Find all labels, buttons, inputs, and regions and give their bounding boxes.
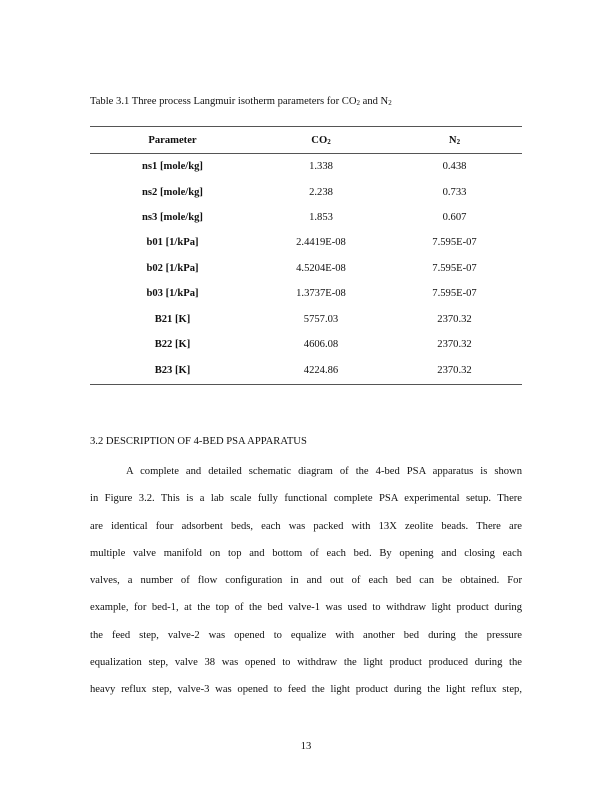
co2-cell: 4.5204E-08 [296, 262, 346, 274]
table-row [90, 357, 522, 385]
co2-cell: 5757.03 [303, 313, 339, 325]
page-number: 13 [300, 741, 312, 752]
co2-cell: 2.4419E-08 [296, 237, 346, 249]
co2-cell: 4606.08 [303, 338, 339, 350]
co2-cell: 1.853 [309, 211, 333, 223]
table-row [90, 306, 522, 331]
paragraph-line: equalization step, valve 38 was opened to withdraw the light product produced during the [90, 657, 522, 669]
param-cell: b02 [1/kPa] [146, 262, 199, 274]
param-cell: ns2 [mole/kg] [142, 186, 203, 198]
param-cell: B23 [K] [90, 357, 255, 385]
table-caption: Table 3.1 Three process Langmuir isotherm parameters for $CO_2$ and $N_2$ [90, 96, 392, 107]
table-header-row [90, 127, 522, 154]
body-paragraph [90, 458, 522, 704]
header-n2: $N_2$ [387, 127, 522, 154]
param-cell: B22 [K] [154, 338, 191, 350]
section-heading: 3.2 DESCRIPTION OF 4-BED PSA APPARATUS [90, 436, 307, 447]
table-row [90, 332, 522, 357]
co2-cell: 2.238 [309, 186, 333, 198]
n2-cell: 2370.32 [387, 357, 522, 385]
paragraph-line: in Figure 3.2. This is a lab scale fully functional complete PSA experimental setup. There [90, 493, 522, 505]
param-cell: ns3 [mole/kg] [142, 211, 203, 223]
table-row [90, 281, 522, 306]
n2-cell: 0.607 [442, 211, 467, 223]
n2-cell: 0.733 [442, 186, 467, 198]
table-row [90, 230, 522, 255]
param-cell: B21 [K] [154, 313, 191, 325]
co2-cell: 1.338 [309, 161, 333, 173]
param-cell: b03 [1/kPa] [146, 288, 199, 300]
param-cell: b01 [1/kPa] [146, 237, 199, 249]
n2-cell: 0.438 [442, 161, 467, 173]
table-row [90, 179, 522, 204]
paragraph-line: the feed step, valve-2 was opened to equalize with another bed during the pressure [90, 629, 522, 641]
co2-cell: 4224.86 [255, 357, 387, 385]
table-row [90, 205, 522, 230]
paragraph-line: A complete and detailed schematic diagram of the 4-bed PSA apparatus is shown [126, 466, 522, 477]
n2-cell: 7.595E-07 [432, 288, 477, 300]
n2-cell: 2370.32 [437, 338, 472, 350]
paragraph-line: heavy reflux step, valve-3 was opened to feed the light product during the light reflux step, [90, 684, 522, 696]
n2-cell: 7.595E-07 [432, 262, 477, 274]
paragraph-line: multiple valve manifold on top and bottom of each bed. By opening and closing each [90, 547, 522, 559]
header-parameter: Parameter [90, 127, 255, 154]
n2-cell: 2370.32 [437, 313, 472, 325]
n2-cell: 7.595E-07 [432, 237, 477, 249]
isotherm-parameters-table [90, 126, 522, 385]
paragraph-line: valves, a number of flow configuration in and out of each bed can be obtained. For [90, 575, 522, 587]
param-cell: ns1 [mole/kg] [142, 161, 203, 173]
header-co2: $CO_2$ [255, 127, 387, 154]
paragraph-line: are identical four adsorbent beds, each was packed with 13X zeolite beads. There are [90, 520, 522, 532]
table-row [90, 256, 522, 281]
table-row [90, 154, 522, 180]
co2-cell: 1.3737E-08 [296, 288, 346, 300]
paragraph-line: example, for bed-1, at the top of the bed valve-1 was used to withdraw light product during [90, 602, 522, 614]
